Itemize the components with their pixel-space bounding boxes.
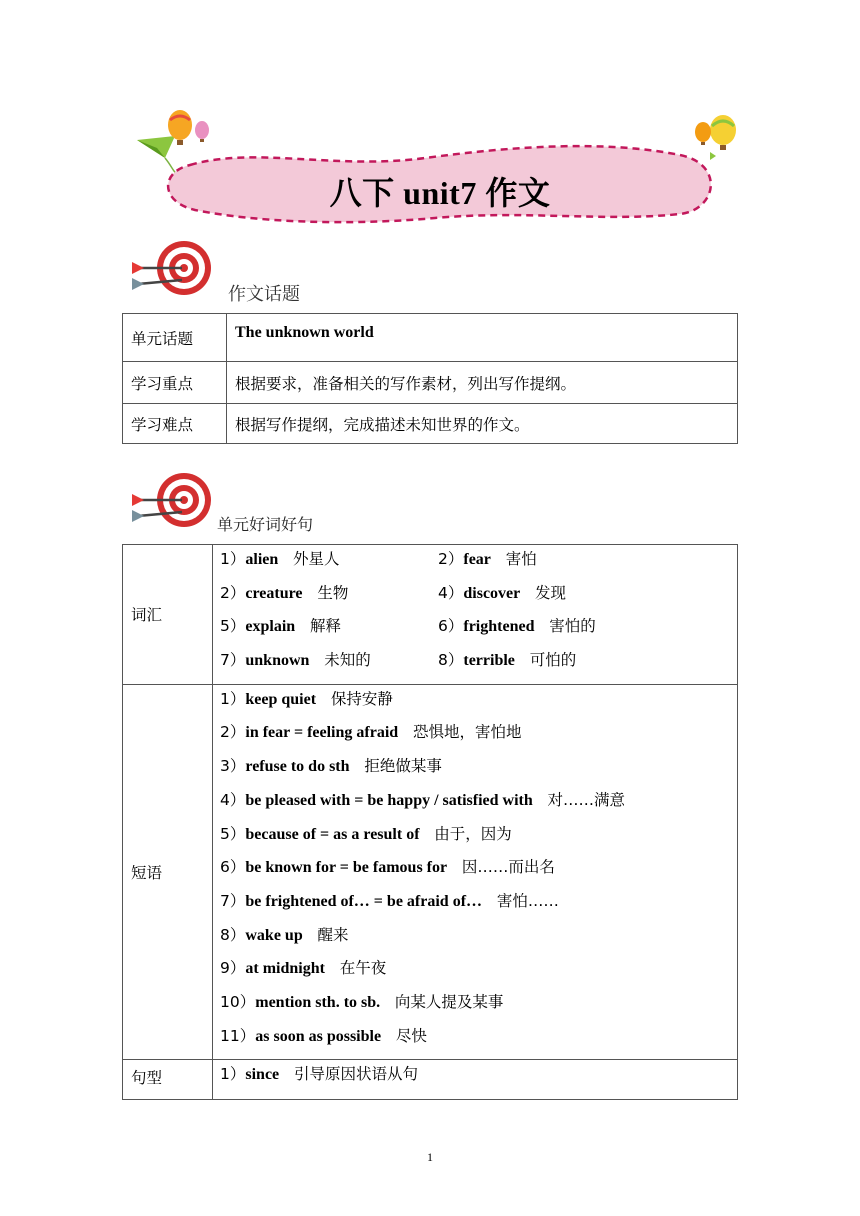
entry (220, 959, 386, 977)
entry (438, 651, 576, 669)
phrase-line (220, 822, 737, 856)
page-number: 1 (427, 1150, 433, 1164)
vocab-list (213, 545, 738, 685)
entry-chinese: 未知的 (324, 651, 371, 670)
phrase-line (220, 855, 737, 889)
entry-english: unknown (245, 652, 310, 670)
entry-chinese: 在午夜 (339, 959, 387, 978)
entry-english: refuse to do sth (245, 758, 350, 776)
vocab-column (438, 547, 537, 581)
entry-english: mention sth. to sb. (255, 993, 381, 1011)
row-value: 根据写作提纲，完成描述未知世界的作文。 (227, 404, 738, 444)
entry-number: 8） (220, 925, 246, 944)
entry (220, 1065, 418, 1083)
row-key: 单元话题 (123, 314, 227, 362)
entry-number: 1） (220, 550, 246, 568)
section-heading-topic: 作文话题 (228, 284, 300, 305)
entry-number: 4） (438, 583, 464, 602)
title-banner (135, 110, 745, 240)
entry-english: explain (245, 618, 296, 636)
entry-chinese: 对……满意 (547, 790, 626, 809)
entry-number: 2） (220, 723, 246, 742)
phrase-list (213, 684, 738, 1060)
entry-chinese: 醒来 (317, 925, 349, 944)
entry (220, 926, 349, 944)
section-heading-words: 单元好词好句 (217, 515, 314, 534)
entry-english: alien (245, 551, 279, 568)
row-key: 句型 (123, 1060, 213, 1100)
entry-chinese: 因……而出名 (461, 858, 555, 877)
entry-number: 6） (220, 858, 246, 877)
phrase-line (220, 889, 737, 923)
entry-english: be pleased with = be happy / satisfied with (245, 791, 533, 809)
phrase-line (220, 754, 737, 788)
entry-number: 1） (220, 1065, 246, 1084)
table-row (123, 684, 738, 1060)
entry (220, 825, 512, 843)
vocab-column (438, 648, 576, 682)
entry-english: discover (463, 584, 521, 602)
entry-english: keep quiet (245, 690, 317, 708)
entry-chinese: 保持安静 (330, 689, 393, 708)
dart-target-icon (132, 240, 216, 300)
entry-chinese: 害怕…… (496, 891, 559, 910)
vocab-line (220, 581, 737, 615)
row-key: 学习重点 (123, 362, 227, 404)
entry-english: frightened (463, 618, 535, 636)
entry-chinese: 外星人 (293, 550, 340, 568)
hot-air-balloon-icon (695, 115, 736, 160)
sentence-list (213, 1060, 738, 1100)
entry-english: terrible (463, 652, 515, 670)
entry (220, 550, 340, 568)
entry-chinese: 解释 (309, 617, 341, 636)
dart-target-icon (132, 472, 216, 532)
entry-chinese: 拒绝做某事 (364, 757, 442, 776)
entry (438, 550, 537, 568)
entry (438, 617, 596, 635)
table-row (123, 545, 738, 685)
entry-english: as soon as possible (255, 1027, 382, 1045)
entry-english: fear (463, 551, 491, 568)
phrase-line (220, 956, 737, 990)
entry (220, 723, 521, 741)
entry-english: since (245, 1066, 280, 1084)
entry-number: 4） (220, 790, 246, 809)
entry (220, 757, 442, 775)
vocab-line (220, 547, 737, 581)
entry-english: in fear = feeling afraid (245, 724, 399, 742)
entry-chinese: 向某人提及某事 (394, 992, 504, 1011)
entry (220, 892, 559, 910)
vocab-column (220, 648, 438, 682)
entry (220, 993, 503, 1011)
topic-table (122, 313, 738, 444)
table-row (123, 314, 738, 362)
entry-number: 1） (220, 689, 246, 708)
entry-english: be frightened of… = be afraid of… (245, 892, 483, 910)
row-key: 词汇 (123, 545, 213, 685)
entry (220, 690, 393, 708)
words-table (122, 544, 738, 1100)
table-row (123, 404, 738, 444)
entry-chinese: 害怕的 (549, 617, 596, 636)
entry-chinese: 害怕 (505, 550, 537, 568)
entry (220, 651, 371, 669)
entry (438, 584, 566, 602)
entry-number: 2） (438, 550, 464, 568)
vocab-column (220, 581, 438, 615)
entry-chinese: 由于，因为 (434, 824, 512, 843)
entry-number: 11） (220, 1026, 256, 1045)
entry-number: 2） (220, 583, 246, 602)
phrase-line (220, 923, 737, 957)
vocab-column (220, 547, 438, 581)
row-key: 短语 (123, 684, 213, 1060)
vocab-column (220, 614, 438, 648)
entry-number: 3） (220, 757, 246, 776)
entry-number: 7） (220, 651, 246, 670)
hot-air-balloon-icon (168, 110, 209, 145)
entry-number: 6） (438, 617, 464, 636)
phrase-line (220, 1024, 737, 1058)
entry (220, 584, 348, 602)
entry-chinese: 生物 (317, 583, 349, 602)
entry-number: 10） (220, 992, 256, 1011)
page-title: 八下 unit7 作文 (329, 175, 551, 211)
row-value: The unknown world (227, 314, 738, 362)
entry-chinese: 引导原因状语从句 (293, 1065, 418, 1084)
entry-english: because of = as a result of (245, 825, 420, 843)
phrase-line (220, 687, 737, 721)
entry-number: 7） (220, 891, 246, 910)
entry-number: 9） (220, 959, 246, 978)
vocab-line (220, 614, 737, 648)
table-row (123, 1060, 738, 1100)
entry-chinese: 可怕的 (529, 651, 577, 670)
entry-english: at midnight (245, 960, 325, 978)
phrase-line (220, 990, 737, 1024)
entry-english: creature (245, 584, 303, 602)
sentence-line (220, 1062, 737, 1096)
phrase-line (220, 788, 737, 822)
vocab-column (438, 614, 596, 648)
entry-number: 8） (438, 651, 464, 670)
entry (220, 791, 625, 809)
entry-chinese: 恐惧地，害怕地 (412, 723, 522, 742)
entry-chinese: 尽快 (395, 1026, 427, 1045)
vocab-column (438, 581, 566, 615)
phrase-line (220, 720, 737, 754)
entry-number: 5） (220, 824, 246, 843)
vocab-line (220, 648, 737, 682)
entry-english: wake up (245, 926, 303, 944)
entry-english: be known for = be famous for (245, 859, 448, 877)
table-row (123, 362, 738, 404)
entry-number: 5） (220, 617, 246, 636)
entry (220, 617, 341, 635)
entry (220, 1027, 427, 1045)
row-value: 根据要求，准备相关的写作素材，列出写作提纲。 (227, 362, 738, 404)
row-key: 学习难点 (123, 404, 227, 444)
entry-chinese: 发现 (535, 583, 567, 602)
entry (220, 858, 555, 876)
